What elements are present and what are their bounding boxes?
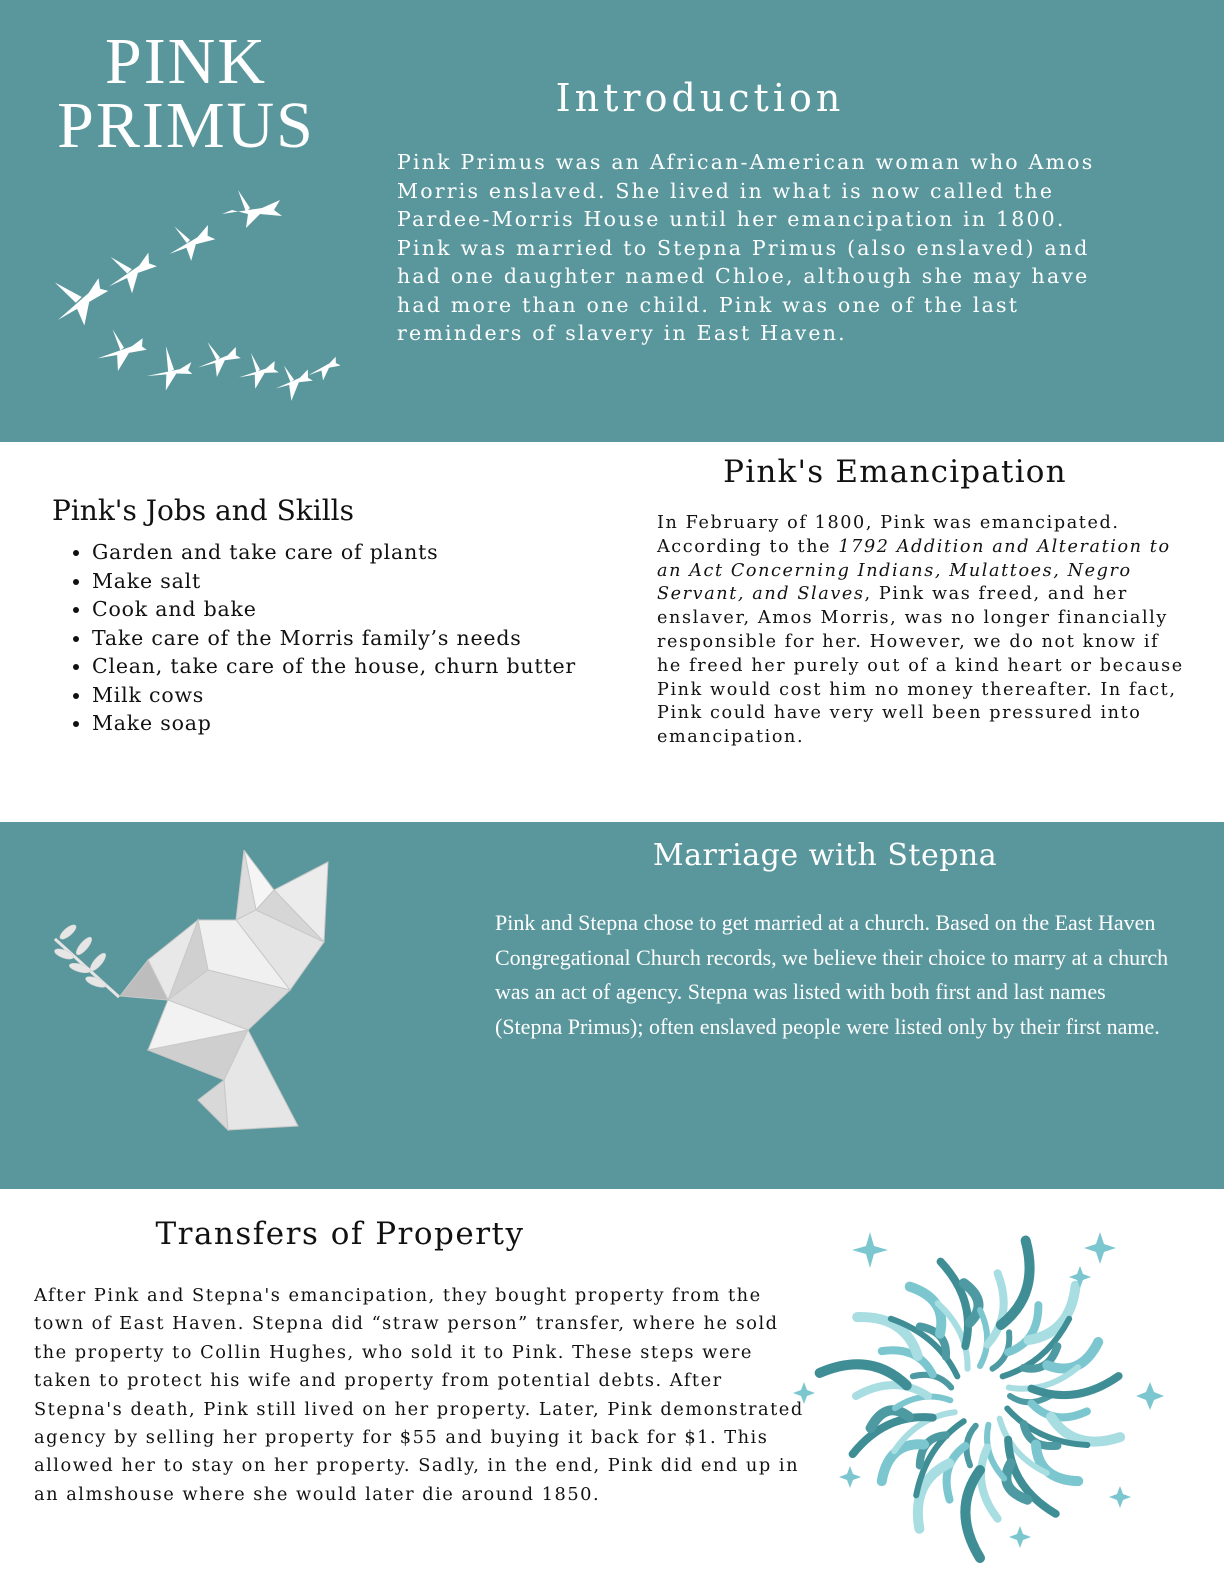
title-line-1: PINK (104, 25, 267, 98)
firework-ray (980, 1310, 987, 1366)
emancipation-body-end: , Pink was freed, and her enslaver, Amos Morris, was no longer financially responsible for her. However, we do not know if he freed her purely out of a kind heart or because Pink would cost him no money thereafter. In fact, Pink could have very well been pressured into emancipation. (657, 584, 1184, 748)
firework-ray (1036, 1444, 1078, 1481)
emancipation-body-start: In February of 1800, Pink was emancipated. According to the (657, 513, 1120, 557)
firework-ray (1031, 1403, 1086, 1417)
transfers-body: After Pink and Stepna's emancipation, they bought property from the town of East Haven. Stepna did “straw person” transfer, where he sold the property to Collin Hughes, who sold it to Pink. These steps were taken to protect his wife and property from potential debts. After Stepna's death, Pink still lived on her property. Later, Pink demonstrated agency by selling her property for $55 and buying it back for $1. This allowed her to stay on her property. Sadly, in the end, Pink did end up in an almshouse where she would later die around 1850. (34, 1285, 804, 1505)
list-item: • Milk cows (92, 681, 612, 710)
list-item: • Make salt (92, 567, 612, 596)
emancipation-heading: Pink's Emancipation (723, 454, 1067, 490)
introduction-heading: Introduction (555, 76, 845, 120)
list-item: • Cook and bake (92, 595, 612, 624)
marriage-heading: Marriage with Stepna (652, 838, 998, 873)
flying-birds-icon (30, 180, 340, 410)
emancipation-act-title: 1792 Addition and Alteration to an Act Concerning Indians, Mulattoes, Negro Servant, and Slaves (657, 536, 1171, 605)
emancipation-body (657, 512, 1187, 750)
jobs-list (52, 538, 612, 738)
list-item: • Take care of the Morris family’s needs (92, 624, 612, 653)
firework-ray (947, 1446, 966, 1500)
list-item: • Clean, take care of the house, churn butter (92, 652, 612, 681)
list-item: • Make soap (92, 709, 612, 738)
page-title (36, 25, 336, 162)
firework-ray (856, 1385, 928, 1396)
firework-ray (895, 1396, 950, 1408)
dove-with-olive-branch-icon (48, 850, 348, 1150)
marriage-body: Pink and Stepna chose to get married at a church. Based on the East Haven Congregational Church records, we believe their choice to marry at a church was an act of agency. Stepna was listed with both first and last names (Stepna Primus); often enslaved people were listed only by their first name. (495, 910, 1169, 1039)
title-line-2: PRIMUS (57, 89, 315, 162)
transfers-heading: Transfers of Property (155, 1216, 525, 1252)
introduction-body: Pink Primus was an African-American woman who Amos Morris enslaved. She lived in what is now called the Pardee-Morris House until her emancipation in 1800. Pink was married to Stepna Primus (also enslaved) and had one daughter named Chloe, although she may have had more than one child. Pink was one of the last reminders of slavery in East Haven. (397, 150, 1095, 345)
list-item: • Garden and take care of plants (92, 538, 612, 567)
firework-icon (790, 1196, 1170, 1576)
jobs-heading: Pink's Jobs and Skills (52, 494, 354, 527)
